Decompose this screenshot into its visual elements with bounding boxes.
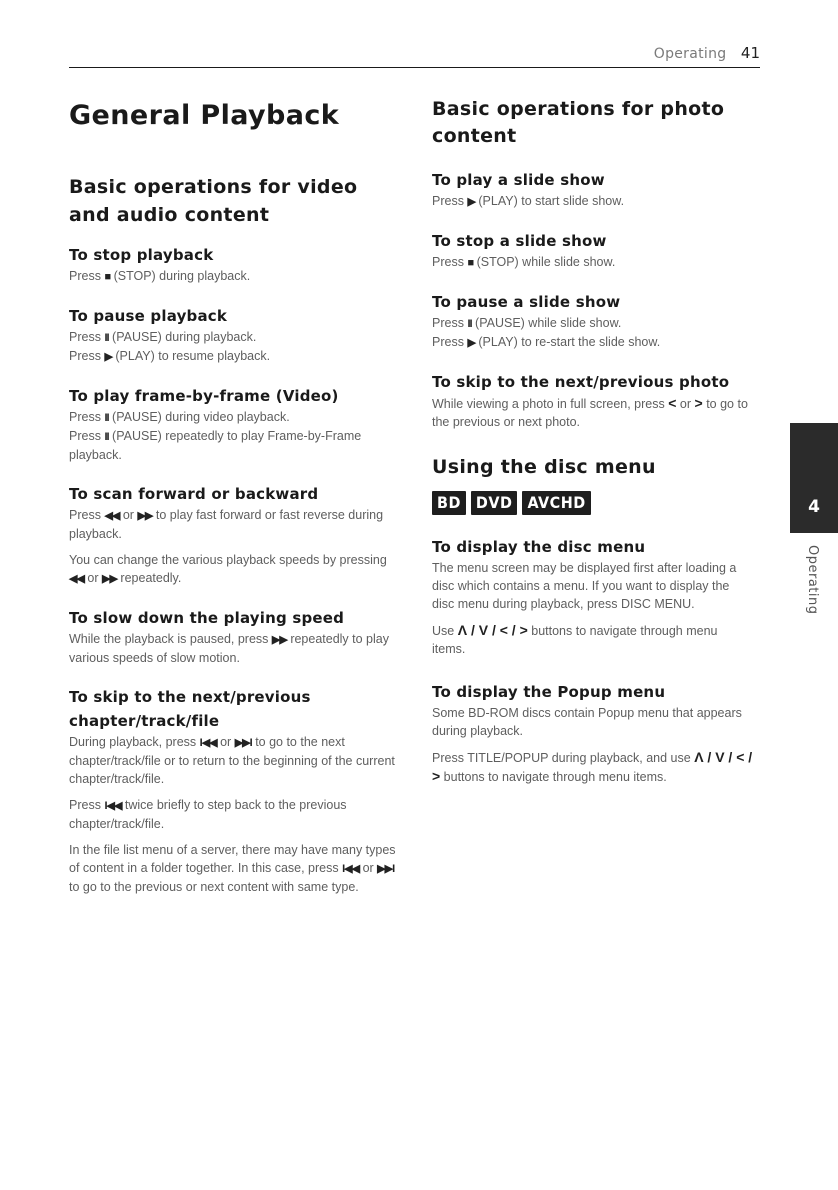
pause-icon: II: [467, 318, 472, 330]
pause-icon: II: [104, 412, 109, 424]
fast-forward-icon: ▶▶: [137, 510, 153, 522]
page-header: [654, 44, 760, 62]
skip-previous-icon: I◀◀: [199, 737, 217, 749]
rewind-icon: ◀◀: [69, 573, 84, 585]
skip-previous-icon: I◀◀: [104, 800, 122, 812]
popup-menu-text-1: Some BD-ROM discs contain Popup menu that appears during playback.: [432, 706, 742, 738]
disc-menu-section-heading: Using the disc menu: [432, 456, 656, 478]
frame-by-frame-text: Press II (PAUSE) during video playback. Press II (PAUSE) repeatedly to play Frame-by-Frame playback.: [69, 410, 362, 462]
skip-photo-text: While viewing a photo in full screen, press < or > to go to the previous or next photo.: [432, 395, 748, 429]
pause-playback-heading: To pause playback: [69, 307, 228, 325]
left-column: [69, 96, 399, 896]
skip-next-icon: ▶▶I: [234, 737, 252, 749]
stop-icon: ■: [467, 257, 474, 269]
stop-slide-show-heading: To stop a slide show: [432, 232, 607, 250]
popup-menu-heading: To display the Popup menu: [432, 683, 666, 701]
skip-chapter-text-2: Press I◀◀ twice briefly to step back to the previous chapter/track/file.: [69, 798, 347, 831]
display-disc-menu-text-2: Use Λ / V / < / > buttons to navigate through menu items.: [432, 622, 718, 656]
play-slide-show-heading: To play a slide show: [432, 171, 605, 189]
slow-motion-heading: To slow down the playing speed: [69, 609, 345, 627]
stop-playback-text: Press ■ (STOP) during playback.: [69, 269, 251, 283]
scan-heading: To scan forward or backward: [69, 485, 319, 503]
scan-text-2: You can change the various playback speeds by pressing ◀◀ or ▶▶ repeatedly.: [69, 553, 387, 585]
right-column: [432, 96, 754, 786]
page-title: General Playback: [69, 100, 340, 131]
pause-slide-show-text: Press II (PAUSE) while slide show. Press ▶ (PLAY) to re-start the slide show.: [432, 316, 661, 349]
scan-text-1: Press ◀◀ or ▶▶ to play fast forward or fast reverse during playback.: [69, 508, 384, 541]
skip-previous-icon: I◀◀: [342, 863, 360, 875]
stop-playback-heading: To stop playback: [69, 246, 214, 264]
dvd-badge: DVD: [471, 491, 518, 515]
display-disc-menu-text-1: The menu screen may be displayed first after loading a disc which contains a menu. If you want to display the disc menu during playback, press DISC MENU.: [432, 561, 737, 611]
stop-slide-show-text: Press ■ (STOP) while slide show.: [432, 255, 616, 269]
header-section-name: Operating: [653, 46, 727, 62]
navigation-arrows-icon: Λ / V / < / >: [457, 622, 528, 638]
page-number: 41: [740, 44, 760, 62]
photo-section-heading: Basic operations for photo content: [432, 98, 725, 147]
skip-chapter-heading: To skip to the next/previous chapter/track/file: [69, 688, 311, 730]
chapter-label: Operating: [805, 545, 820, 615]
fast-forward-icon: ▶▶: [102, 573, 117, 585]
frame-by-frame-heading: To play frame-by-frame (Video): [69, 387, 339, 405]
fast-forward-icon: ▶▶: [271, 634, 287, 646]
chapter-number: 4: [808, 497, 820, 517]
skip-chapter-text-3: In the file list menu of a server, there may have many types of content in a folder together. In this case, press I◀◀ or ▶▶I to go to the previous or next content with same type.: [69, 843, 396, 894]
avchd-badge: AVCHD: [522, 491, 590, 515]
stop-icon: ■: [104, 271, 111, 283]
navigation-arrows-icon: Λ / V / < / >: [432, 749, 753, 784]
skip-next-icon: ▶▶I: [377, 863, 395, 875]
pause-icon: II: [104, 431, 109, 443]
left-arrow-icon: <: [668, 395, 677, 411]
disc-type-badges: [432, 491, 754, 515]
skip-photo-heading: To skip to the next/previous photo: [432, 373, 730, 391]
chapter-tab: [790, 423, 838, 533]
play-icon: ▶: [467, 337, 475, 349]
pause-icon: II: [104, 332, 109, 344]
slow-motion-text: While the playback is paused, press ▶▶ repeatedly to play various speeds of slow motion.: [69, 632, 389, 665]
pause-playback-text: Press II (PAUSE) during playback. Press ▶ (PLAY) to resume playback.: [69, 330, 271, 363]
play-icon: ▶: [104, 351, 112, 363]
bd-badge: BD: [432, 491, 466, 515]
pause-slide-show-heading: To pause a slide show: [432, 293, 621, 311]
video-audio-section-heading: Basic operations for video and audio content: [69, 176, 358, 226]
header-divider: [69, 67, 760, 68]
skip-chapter-text-1: During playback, press I◀◀ or ▶▶I to go to the next chapter/track/file or to return to the beginning of the current chapter/track/file.: [69, 735, 395, 786]
play-icon: ▶: [467, 196, 475, 208]
display-disc-menu-heading: To display the disc menu: [432, 538, 646, 556]
popup-menu-text-2: Press TITLE/POPUP during playback, and use Λ / V / < / > buttons to navigate through menu items.: [432, 749, 753, 784]
right-arrow-icon: >: [694, 395, 703, 411]
rewind-icon: ◀◀: [104, 510, 120, 522]
play-slide-show-text: Press ▶ (PLAY) to start slide show.: [432, 194, 625, 208]
